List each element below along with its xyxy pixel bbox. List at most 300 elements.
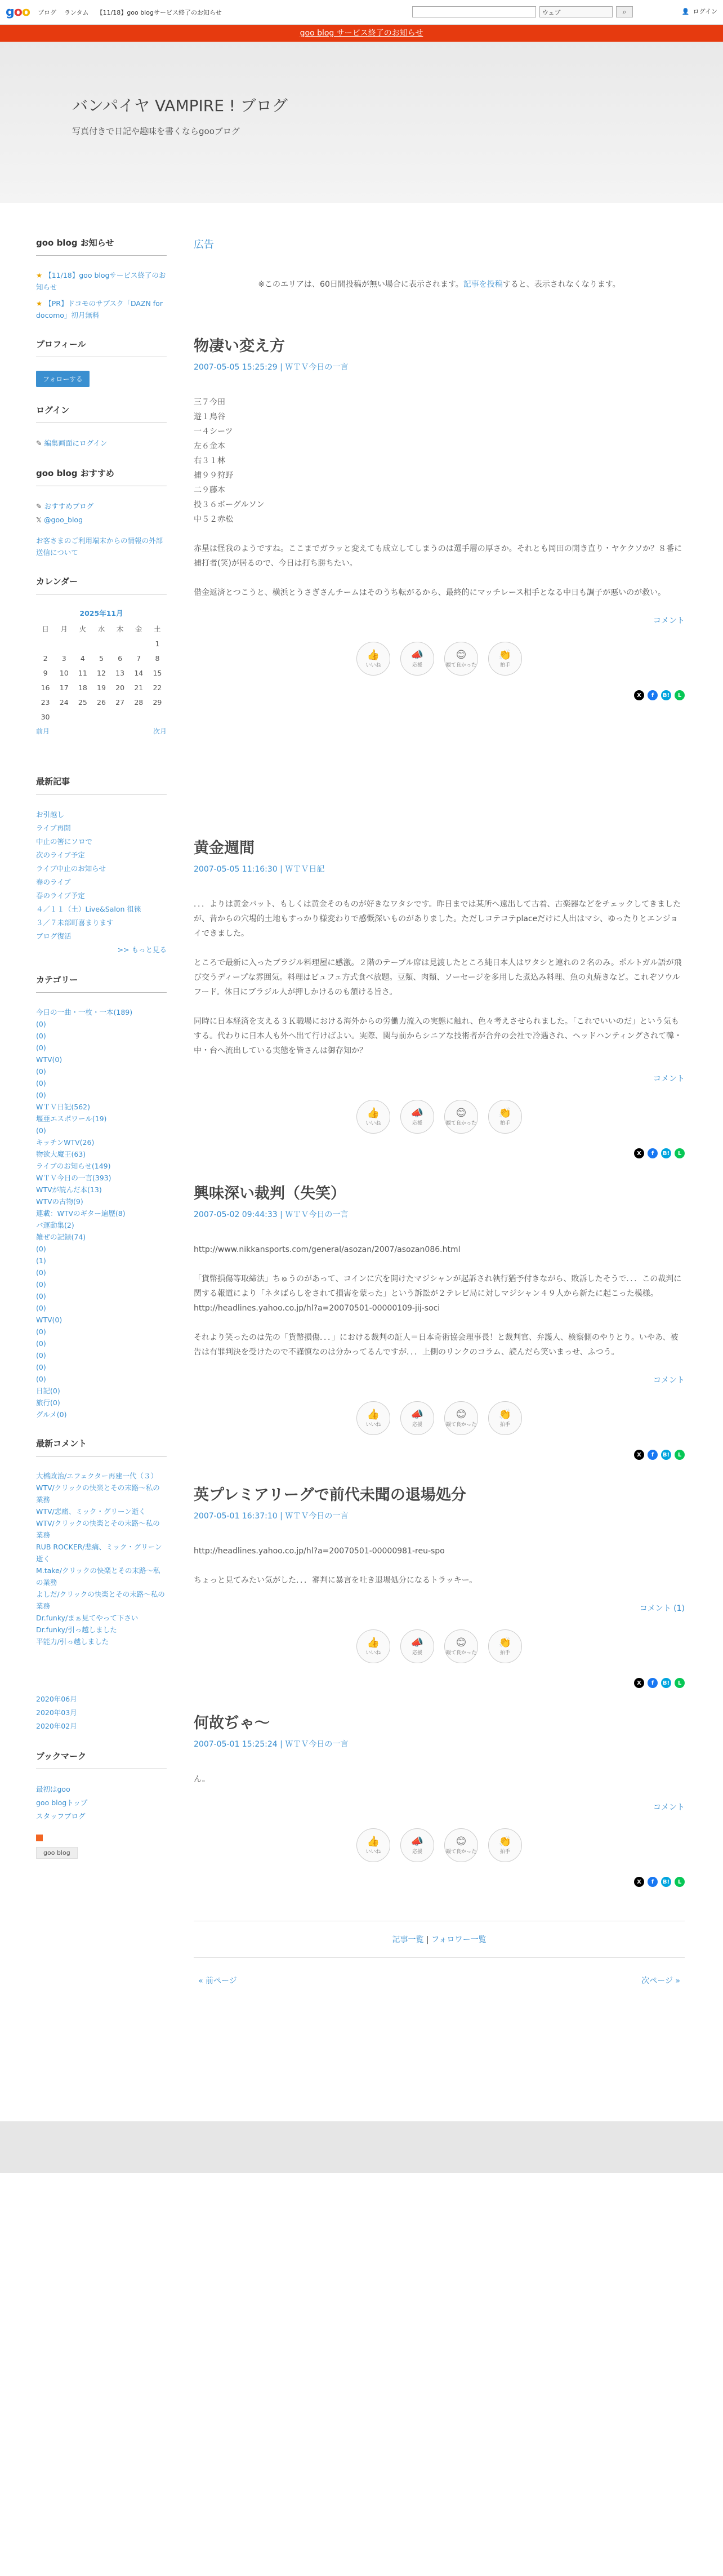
category-link[interactable]: (0) bbox=[36, 1339, 46, 1348]
post-comment-row bbox=[194, 1602, 685, 1614]
category-link[interactable]: WTV(0) bbox=[36, 1055, 63, 1064]
overlay-banner bbox=[0, 2121, 723, 2173]
category-link[interactable]: (0) bbox=[36, 1067, 46, 1076]
reaction-button[interactable] bbox=[400, 1828, 434, 1862]
post-article-link[interactable]: 記事を投稿 bbox=[463, 280, 503, 289]
recent-article-link-row bbox=[36, 862, 167, 876]
comment-link-row bbox=[36, 1517, 167, 1541]
post-paragraph: ところで最新に入ったブラジル料理屋に感激。２階のテーブル席は見渡したところ純日本人はワタシと連れの２名のみ。ポルトガル語が飛び交うディープな雰囲気。料理はビュフェ方式食べ放題。豆類、肉類、ソーセージを多用した煮込み料理、魚の丸焼きなど。これぞソウルフード。休日にブラジル人が押しかけるのも頷ける旨さ。 bbox=[194, 958, 682, 997]
recent-article-link[interactable]: ライブ再開 bbox=[36, 824, 71, 832]
category-link[interactable]: バ運動集(2) bbox=[36, 1221, 74, 1229]
post-title[interactable]: 物凄い変え方 bbox=[194, 337, 285, 355]
reaction-button[interactable] bbox=[400, 642, 434, 676]
line-share-icon[interactable]: L bbox=[675, 1678, 685, 1688]
post-paragraph: http://www.nikkansports.com/general/asozan/2007/asozan086.html bbox=[194, 1245, 461, 1254]
reaction-label: 観て良かった bbox=[445, 1650, 476, 1656]
facebook-share-icon[interactable]: f bbox=[648, 1148, 658, 1158]
reaction-label: いいね bbox=[365, 1422, 381, 1428]
hatena-share-icon[interactable]: B! bbox=[661, 1678, 671, 1688]
post-comment-row bbox=[194, 615, 685, 626]
post-title[interactable]: 英プレミアリーグで前代未聞の退場処分 bbox=[194, 1486, 466, 1504]
recent-heading: 最新記事 bbox=[36, 776, 70, 787]
category-link-row bbox=[36, 1207, 167, 1219]
follow-button[interactable]: フォローする bbox=[36, 371, 90, 387]
x-share-icon[interactable]: X bbox=[634, 1678, 644, 1688]
calendar-day bbox=[130, 709, 148, 724]
recent-article-link[interactable]: 次のライブ予定 bbox=[36, 851, 85, 859]
news-link[interactable]: 【11/18】goo blogサービス終了のお知らせ bbox=[36, 271, 166, 291]
recent-article-link-row bbox=[36, 916, 167, 930]
category-link-row bbox=[36, 1373, 167, 1385]
reaction-button[interactable] bbox=[488, 1100, 522, 1134]
category-link[interactable]: WＴＶ日記(562) bbox=[36, 1103, 90, 1111]
calendar-day: 28 bbox=[134, 698, 144, 707]
calendar-next[interactable]: 次月 bbox=[153, 727, 167, 735]
post-category[interactable]: ＷＴＶ今日の一言 bbox=[285, 1512, 349, 1521]
facebook-share-icon[interactable]: f bbox=[648, 1450, 658, 1460]
recent-article-link[interactable]: 中止の筈にソロで bbox=[36, 837, 93, 846]
hatena-share-icon[interactable]: B! bbox=[661, 1148, 671, 1158]
calendar-day: 25 bbox=[78, 698, 87, 707]
thumbs-up-icon: 👍 bbox=[367, 649, 380, 661]
comment-link-row bbox=[36, 1470, 167, 1482]
category-link[interactable]: (1) bbox=[36, 1256, 46, 1265]
category-link[interactable]: (0) bbox=[36, 1304, 46, 1312]
archive-link-row bbox=[36, 1720, 167, 1733]
category-link-row bbox=[36, 1409, 167, 1420]
post-paragraph: ちょっと見てみたい気がした．．．審判に暴言を吐き退場処分になるトラッキー。 bbox=[194, 1576, 477, 1585]
reaction-button[interactable] bbox=[444, 1828, 478, 1862]
post-title[interactable]: 興味深い裁判（失笑） bbox=[194, 1185, 346, 1202]
comment-link[interactable]: M.take/クリックの快楽とその末路〜私の業務 bbox=[36, 1566, 160, 1587]
calendar-day: 26 bbox=[97, 698, 106, 707]
smile-icon: 😊 bbox=[456, 1835, 467, 1847]
post-comment-link[interactable]: コメント bbox=[653, 616, 685, 625]
category-link-row bbox=[36, 1065, 167, 1077]
recent-article-link[interactable]: ブログ復活 bbox=[36, 932, 72, 940]
bookmark-link[interactable]: goo blogトップ bbox=[36, 1798, 88, 1807]
comment-link-row bbox=[36, 1541, 167, 1565]
recent-article-link[interactable]: 春のライブ bbox=[36, 878, 71, 886]
calendar-weekday: 土 bbox=[154, 625, 161, 633]
reaction-button[interactable] bbox=[400, 1100, 434, 1134]
login-link[interactable]: 👤 ログイン bbox=[681, 7, 717, 15]
calendar-day: 19 bbox=[97, 683, 106, 692]
post-meta bbox=[194, 1510, 685, 1521]
search-icon[interactable]: ⌕ bbox=[616, 6, 633, 17]
comment-link[interactable]: 平能力/引っ越しました bbox=[36, 1637, 109, 1646]
post-category[interactable]: ＷＴＶ今日の一言 bbox=[285, 1740, 349, 1749]
recent-article-link-row bbox=[36, 808, 167, 821]
profile-heading: プロフィール bbox=[36, 339, 86, 349]
goo-blog-x-link[interactable]: @goo_blog bbox=[44, 516, 83, 524]
share-buttons bbox=[194, 1148, 685, 1158]
archive-link[interactable]: 2020年02月 bbox=[36, 1722, 77, 1730]
calendar-day: 2 bbox=[43, 654, 48, 663]
calendar-weekday: 日 bbox=[42, 625, 49, 633]
blog-header bbox=[0, 42, 723, 203]
post-date[interactable]: 2007-05-02 09:44:33 bbox=[194, 1210, 278, 1219]
top-links bbox=[38, 8, 222, 17]
category-link[interactable]: 連載：WTVのギター遍歴(8) bbox=[36, 1209, 126, 1218]
category-link-row bbox=[36, 1196, 167, 1207]
archive-link[interactable]: 2020年03月 bbox=[36, 1708, 77, 1717]
category-link[interactable]: 旅行(0) bbox=[36, 1398, 60, 1407]
post-comment-link[interactable]: コメント bbox=[653, 1803, 685, 1812]
calendar-day: 27 bbox=[115, 698, 125, 707]
reaction-button[interactable] bbox=[356, 1100, 390, 1134]
category-link[interactable]: 雑ぜの記録(74) bbox=[36, 1233, 86, 1241]
comment-link[interactable]: Dr.funky/引っ越しました bbox=[36, 1625, 117, 1634]
post-comment-link[interactable]: コメント bbox=[653, 1376, 685, 1385]
share-buttons bbox=[194, 1877, 685, 1887]
recent-article-link-row bbox=[36, 903, 167, 916]
hatena-share-icon[interactable]: B! bbox=[661, 690, 671, 700]
recent-article-link-row bbox=[36, 889, 167, 903]
category-link-row bbox=[36, 1385, 167, 1397]
calendar-day: 21 bbox=[134, 683, 144, 692]
article-list-link[interactable]: 記事一覧 bbox=[392, 1935, 424, 1944]
category-link[interactable]: 物欲大魔王(63) bbox=[36, 1150, 86, 1158]
category-link-row bbox=[36, 1278, 167, 1290]
recent-article-link[interactable]: ３／７未部町喜まります bbox=[36, 918, 114, 927]
x-share-icon[interactable]: X bbox=[634, 1877, 644, 1887]
post-comment-row bbox=[194, 1801, 685, 1813]
recent-article-link[interactable]: 春のライブ予定 bbox=[36, 891, 85, 900]
service-end-notice[interactable]: goo blog サービス終了のお知らせ bbox=[0, 25, 723, 42]
line-share-icon[interactable]: L bbox=[675, 1450, 685, 1460]
category-link[interactable]: WTVが読んだ本(13) bbox=[36, 1185, 102, 1194]
reaction-button[interactable] bbox=[488, 1828, 522, 1862]
clap-icon: 👏 bbox=[498, 649, 512, 661]
bookmark-link[interactable]: スタッフブログ bbox=[36, 1812, 86, 1820]
comment-link-row bbox=[36, 1482, 167, 1505]
reaction-button[interactable] bbox=[444, 1629, 478, 1663]
post-comment-row bbox=[194, 1073, 685, 1084]
reaction-label: 応援 bbox=[412, 1849, 422, 1855]
post-paragraph: http://headlines.yahoo.co.jp/hl?a=20070501-00000981-reu-spo bbox=[194, 1547, 445, 1556]
footer-nav: 記事一覧 | フォロワー一覧 bbox=[194, 1921, 685, 1958]
search-input[interactable] bbox=[412, 6, 536, 17]
calendar-day bbox=[130, 636, 148, 651]
news-item bbox=[36, 297, 167, 321]
post-paragraph: 三７今田 遊１鳥谷 一４シーツ 左６金本 右３１林 捕９９狩野 二９藤本 投３６ボーグルソン 中５２赤松 bbox=[194, 398, 265, 524]
category-link-row bbox=[36, 1113, 167, 1125]
recommend-blog-link[interactable]: おすすめブログ bbox=[44, 502, 94, 510]
post-title[interactable]: 何故ぢゃ〜 bbox=[194, 1715, 270, 1732]
category-link[interactable]: (0) bbox=[36, 1292, 46, 1300]
smile-icon: 😊 bbox=[456, 1107, 467, 1119]
meta-separator: | bbox=[277, 1512, 285, 1521]
megaphone-icon: 📣 bbox=[410, 1408, 424, 1420]
calendar-weekday: 水 bbox=[97, 625, 105, 633]
recent-article-link-row bbox=[36, 876, 167, 889]
share-buttons bbox=[194, 690, 685, 700]
smile-icon: 😊 bbox=[456, 1636, 467, 1649]
megaphone-icon: 📣 bbox=[410, 1835, 424, 1847]
x-share-icon[interactable]: X bbox=[634, 1148, 644, 1158]
thumbs-up-icon: 👍 bbox=[367, 1835, 380, 1847]
hatena-share-icon[interactable]: B! bbox=[661, 1877, 671, 1887]
calendar-day: 5 bbox=[99, 654, 104, 663]
reaction-button[interactable] bbox=[444, 642, 478, 676]
category-link-row bbox=[36, 1219, 167, 1231]
archive-link-row bbox=[36, 1693, 167, 1706]
recent-article-link-row bbox=[36, 849, 167, 862]
ad-label: 広告 bbox=[194, 239, 214, 251]
calendar-day: 9 bbox=[43, 668, 48, 677]
comment-link[interactable]: WTV/クリックの快楽とその末路〜私の業務 bbox=[36, 1519, 160, 1539]
smile-icon: 😊 bbox=[456, 1408, 467, 1420]
post-date[interactable]: 2007-05-01 15:25:24 bbox=[194, 1740, 278, 1749]
category-link[interactable]: 日記(0) bbox=[36, 1387, 60, 1395]
category-link-row bbox=[36, 1160, 167, 1172]
bookmark-link-row bbox=[36, 1796, 167, 1810]
category-link-row bbox=[36, 1030, 167, 1042]
calendar-day: 10 bbox=[59, 668, 69, 677]
calendar-prev[interactable]: 前月 bbox=[36, 727, 50, 735]
comment-link[interactable]: RUB ROCKER/悲痛、ミック・グリーン逝く bbox=[36, 1543, 162, 1563]
line-share-icon[interactable]: L bbox=[675, 1877, 685, 1887]
reaction-buttons bbox=[194, 1629, 685, 1663]
post-paragraph: 同時に日本経済を支える３Ｋ職場における海外からの労働力流入の実態に触れ、色々考えさせられました。「これでいいのだ」という気もする。代わりに日本人も外へ出て行けばよい。実際、関与前からシニアな技術者が合弁の会社で冷遇され、ヘッドハンティングされて韓・中・台へ流出している実態を皆さんは御存知か？ bbox=[194, 1017, 682, 1055]
share-buttons bbox=[194, 1678, 685, 1688]
calendar-day bbox=[55, 709, 73, 724]
reaction-label: いいね bbox=[365, 1120, 381, 1126]
post-category[interactable]: ＷＴＶ今日の一言 bbox=[285, 363, 349, 372]
comment-link-row bbox=[36, 1612, 167, 1624]
rss-icon[interactable] bbox=[36, 1835, 43, 1841]
news-link[interactable]: 【PR】ドコモのサブスク「DAZN for docomo」初月無料 bbox=[36, 299, 163, 319]
clap-icon: 👏 bbox=[498, 1636, 512, 1649]
facebook-share-icon[interactable]: f bbox=[648, 1877, 658, 1887]
calendar-day: 16 bbox=[41, 683, 50, 692]
recent-article-link[interactable]: ４／１１（土）Live&Salon 徂徠 bbox=[36, 905, 141, 913]
calendar-day: 14 bbox=[134, 668, 144, 677]
category-link[interactable]: (0) bbox=[36, 1363, 46, 1371]
main-content bbox=[194, 237, 685, 2054]
category-link[interactable]: (0) bbox=[36, 1280, 46, 1289]
category-link-row bbox=[36, 1077, 167, 1089]
next-page-link[interactable]: 次ページ » bbox=[641, 1977, 680, 1986]
calendar-day: 24 bbox=[59, 698, 69, 707]
blog-title[interactable]: バンパイヤ VAMPIRE ! ブログ bbox=[72, 96, 288, 115]
bookmark-link[interactable]: 最初はgoo bbox=[36, 1785, 70, 1793]
search-scope-select[interactable]: ウェブ bbox=[539, 6, 613, 17]
megaphone-icon: 📣 bbox=[410, 1107, 424, 1119]
top-link[interactable]: ランタム bbox=[64, 8, 89, 16]
reaction-button[interactable] bbox=[356, 1401, 390, 1435]
post-category[interactable]: ＷＴＶ今日の一言 bbox=[285, 1210, 349, 1219]
calendar bbox=[36, 608, 167, 724]
category-link-row bbox=[36, 1255, 167, 1267]
post-date[interactable]: 2007-05-01 16:37:10 bbox=[194, 1512, 278, 1521]
comment-link-row bbox=[36, 1565, 167, 1588]
category-link[interactable]: (0) bbox=[36, 1032, 46, 1040]
smile-icon: 😊 bbox=[456, 649, 467, 661]
calendar-month: 2025年11月 bbox=[79, 609, 123, 618]
category-link-row bbox=[36, 1101, 167, 1113]
external-transmission-link[interactable]: お客さまのご利用端末からの情報の外部送信について bbox=[36, 536, 163, 557]
recent-article-link[interactable]: お引越し bbox=[36, 810, 65, 819]
category-link-row bbox=[36, 1397, 167, 1409]
archive-link-row bbox=[36, 1706, 167, 1720]
reaction-button[interactable] bbox=[356, 1629, 390, 1663]
editor-login-link[interactable]: 編集画面にログイン bbox=[44, 439, 108, 447]
calendar-day: 8 bbox=[155, 654, 160, 663]
category-link[interactable]: WＴＶ今日の一言(393) bbox=[36, 1174, 111, 1182]
reaction-label: 観て良かった bbox=[445, 1422, 476, 1428]
reaction-label: 観て良かった bbox=[445, 1120, 476, 1126]
category-link-row bbox=[36, 1042, 167, 1054]
category-link[interactable]: (0) bbox=[36, 1043, 46, 1052]
archive-link[interactable]: 2020年06月 bbox=[36, 1695, 77, 1703]
reaction-button[interactable] bbox=[444, 1401, 478, 1435]
reaction-button[interactable] bbox=[488, 1401, 522, 1435]
blog-post bbox=[194, 1482, 685, 1688]
calendar-day bbox=[73, 636, 92, 651]
post-paragraph: 「貨幣損傷等取締法」ちゅうのがあって、コインに穴を開けたマジシャンが起訴され執行猶予付きながら、敗訴したそうで．．．この裁判に関する報道により「ネタばらしをされて損害を蒙った」という訴訟が２テレビ局に対しマジシャン４９人から新たに起こった模様。 http://headlines.yahoo.co.jp/hl?a=20070501-00000109-jij-soci bbox=[194, 1274, 682, 1313]
comment-link-row bbox=[36, 1588, 167, 1612]
reaction-button[interactable] bbox=[488, 1629, 522, 1663]
category-link[interactable]: グルメ(0) bbox=[36, 1410, 67, 1419]
pencil-icon: ✎ bbox=[36, 502, 44, 510]
category-link[interactable]: (0) bbox=[36, 1245, 46, 1253]
calendar-weekday: 火 bbox=[79, 625, 87, 633]
reaction-label: いいね bbox=[365, 1650, 381, 1656]
post-body bbox=[194, 395, 685, 600]
facebook-share-icon[interactable]: f bbox=[648, 1678, 658, 1688]
post-body bbox=[194, 1242, 685, 1360]
calendar-day: 13 bbox=[115, 668, 125, 677]
calendar-day: 22 bbox=[153, 683, 162, 692]
category-link-row bbox=[36, 1231, 167, 1243]
post-title[interactable]: 黄金週間 bbox=[194, 840, 255, 857]
reaction-label: いいね bbox=[365, 662, 381, 668]
category-link-row bbox=[36, 1018, 167, 1030]
meta-separator: | bbox=[277, 363, 285, 372]
post-paragraph: 赤星は怪我のようですね。ここまでガラッと変えても成立してしまうのは選手層の厚さか。それとも岡田の開き直り・ヤケクソか？８番に捕打者(笑)が居るので、今日は打ち勝ちたい。 bbox=[194, 544, 682, 568]
recent-more-link[interactable]: >> もっと見る bbox=[117, 945, 167, 954]
share-buttons bbox=[194, 1450, 685, 1460]
reaction-button[interactable] bbox=[356, 642, 390, 676]
x-share-icon[interactable]: X bbox=[634, 1450, 644, 1460]
reaction-button[interactable] bbox=[400, 1629, 434, 1663]
comment-link[interactable]: WTV/クリックの快楽とその末路〜私の業務 bbox=[36, 1484, 160, 1504]
login-heading: ログイン bbox=[36, 405, 70, 415]
comment-link[interactable]: WTV/悲痛、ミック・グリーン逝く bbox=[36, 1507, 146, 1516]
user-icon: 👤 bbox=[681, 7, 690, 15]
x-share-icon[interactable]: X bbox=[634, 690, 644, 700]
category-link[interactable]: (0) bbox=[36, 1020, 46, 1028]
category-link[interactable]: (0) bbox=[36, 1327, 46, 1336]
category-link[interactable]: 今日の一曲・一枚・一本(189) bbox=[36, 1008, 133, 1016]
news-item bbox=[36, 269, 167, 293]
calendar-day: 12 bbox=[97, 668, 106, 677]
recent-article-link[interactable]: ライブ中止のお知らせ bbox=[36, 864, 106, 873]
calendar-day: 6 bbox=[118, 654, 123, 663]
reaction-buttons bbox=[194, 1401, 685, 1435]
reaction-label: 観て良かった bbox=[445, 662, 476, 668]
meta-separator: | bbox=[277, 865, 285, 874]
bookmark-link-row bbox=[36, 1783, 167, 1796]
reaction-label: 応援 bbox=[412, 1650, 422, 1656]
category-link[interactable]: (0) bbox=[36, 1351, 46, 1360]
category-link[interactable]: (0) bbox=[36, 1375, 46, 1383]
pencil-icon: ✎ bbox=[36, 439, 44, 447]
category-link[interactable]: (0) bbox=[36, 1126, 46, 1135]
top-link[interactable]: ブログ bbox=[38, 8, 56, 16]
thumbs-up-icon: 👍 bbox=[367, 1107, 380, 1119]
post-date[interactable]: 2007-05-05 15:25:29 bbox=[194, 363, 278, 372]
thumbs-up-icon: 👍 bbox=[367, 1408, 380, 1420]
blog-post bbox=[194, 334, 685, 700]
category-link-row bbox=[36, 1148, 167, 1160]
prev-page-link[interactable]: « 前ページ bbox=[198, 1977, 237, 1986]
calendar-day: 11 bbox=[78, 668, 87, 677]
top-link[interactable]: 【11/18】goo blogサービス終了のお知らせ bbox=[96, 8, 222, 16]
follower-list-link[interactable]: フォロワー一覧 bbox=[431, 1935, 487, 1944]
goo-blog-badge[interactable]: goo blog bbox=[36, 1847, 78, 1859]
post-paragraph: ．．．よりは黄金バット、もしくは黄金そのものが好きなワタシです。昨日までは某所へ遠出して古着、古楽器などをチェックしてきましたが、昔からの穴場的土地もすっかり様変わりで感慨深いものがありました。ただしコテコテplaceだけに人出はマシ、ゆったりとエンジョイできました。 bbox=[194, 900, 681, 938]
category-link[interactable]: WTVの古物(9) bbox=[36, 1197, 83, 1206]
calendar-day: 30 bbox=[41, 712, 50, 721]
reaction-button[interactable] bbox=[356, 1828, 390, 1862]
reaction-button[interactable] bbox=[488, 642, 522, 676]
post-meta bbox=[194, 1209, 685, 1220]
category-link[interactable]: ライブのお知らせ(149) bbox=[36, 1162, 111, 1170]
calendar-day bbox=[73, 709, 92, 724]
recommend-heading: goo blog おすすめ bbox=[36, 468, 114, 478]
category-link-row bbox=[36, 1136, 167, 1148]
ad-note: ※このエリアは、60日間投稿が無い場合に表示されます。記事を投稿すると、表示されなくなります。 bbox=[258, 280, 621, 289]
comment-link[interactable]: Dr.funky/まぁ見てやって下さい bbox=[36, 1614, 139, 1622]
post-comment-link[interactable]: コメント (1) bbox=[639, 1604, 685, 1613]
calendar-weekday: 金 bbox=[135, 625, 142, 633]
goo-logo[interactable]: goo bbox=[6, 5, 30, 19]
facebook-share-icon[interactable]: f bbox=[648, 690, 658, 700]
category-link-row bbox=[36, 1349, 167, 1361]
comments-heading: 最新コメント bbox=[36, 1438, 87, 1449]
reaction-button[interactable] bbox=[400, 1401, 434, 1435]
calendar-day: 7 bbox=[136, 654, 141, 663]
post-comment-link[interactable]: コメント bbox=[653, 1074, 685, 1083]
hatena-share-icon[interactable]: B! bbox=[661, 1450, 671, 1460]
line-share-icon[interactable]: L bbox=[675, 690, 685, 700]
category-link[interactable]: (0) bbox=[36, 1091, 46, 1099]
reaction-button[interactable] bbox=[444, 1100, 478, 1134]
category-link[interactable]: (0) bbox=[36, 1079, 46, 1087]
category-link[interactable]: (0) bbox=[36, 1268, 46, 1277]
post-date[interactable]: 2007-05-05 11:16:30 bbox=[194, 865, 278, 874]
category-link[interactable]: WTV(0) bbox=[36, 1316, 63, 1324]
category-link[interactable]: キッチンWTV(26) bbox=[36, 1138, 95, 1147]
bookmark-link-row bbox=[36, 1810, 167, 1823]
comment-link[interactable]: 大橋政治/エフェクター再建一代（３） bbox=[36, 1472, 158, 1480]
category-link-row bbox=[36, 1267, 167, 1278]
blog-post bbox=[194, 1181, 685, 1460]
post-body bbox=[194, 897, 685, 1058]
category-link[interactable]: 堰亜エスポワール(19) bbox=[36, 1114, 107, 1123]
comment-link[interactable]: よしだ/クリックの快楽とその末路〜私の業務 bbox=[36, 1590, 165, 1610]
calendar-heading: カレンダー bbox=[36, 576, 78, 587]
reaction-label: 拍手 bbox=[499, 1120, 510, 1126]
category-link-row bbox=[36, 1361, 167, 1373]
post-category[interactable]: ＷＴＶ日記 bbox=[285, 865, 325, 874]
clap-icon: 👏 bbox=[498, 1835, 512, 1847]
line-share-icon[interactable]: L bbox=[675, 1148, 685, 1158]
calendar-day: 1 bbox=[155, 639, 160, 648]
